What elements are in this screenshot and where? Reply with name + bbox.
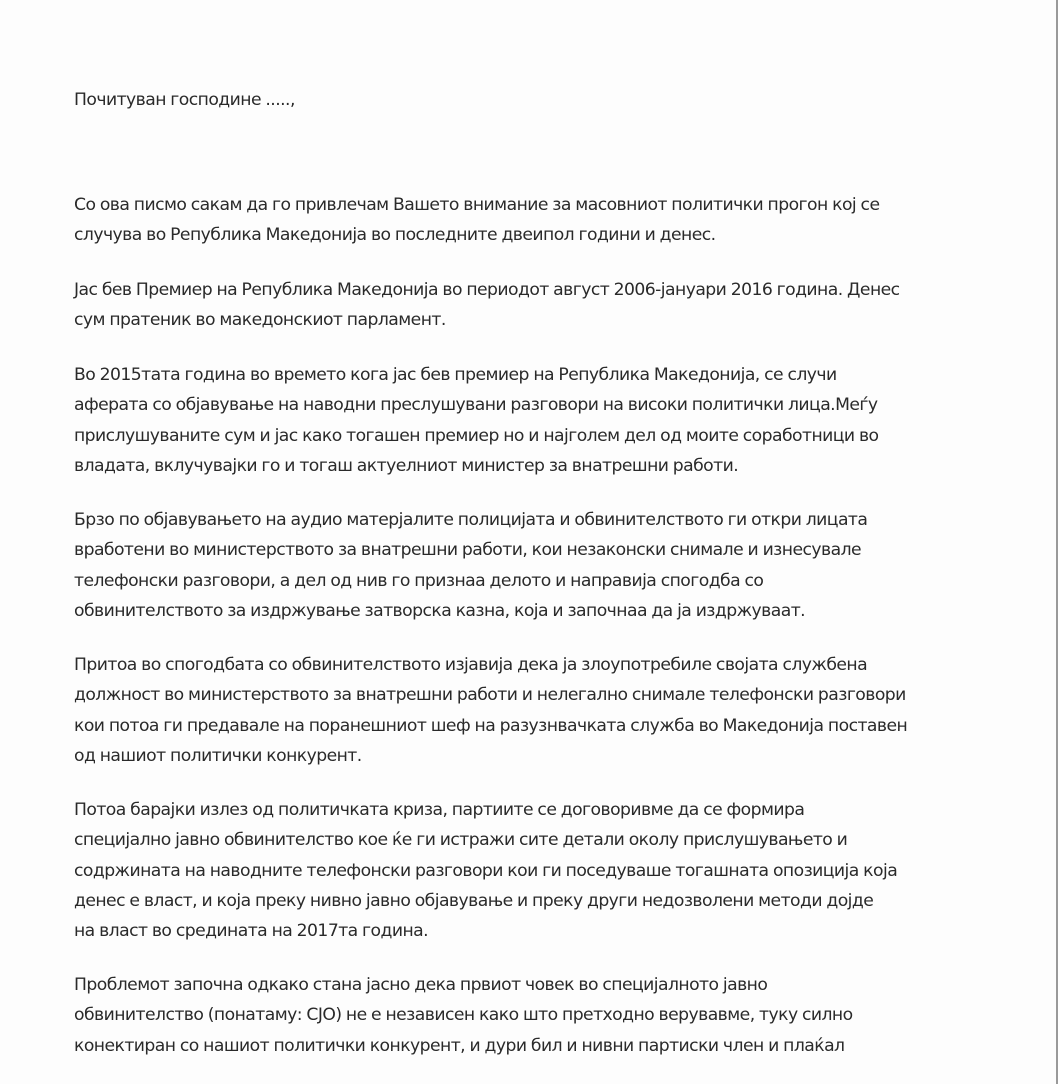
paragraph-line: должност во министерството за внатрешни работи и нелегално снимале телефонски разговори bbox=[74, 685, 906, 706]
paragraph-line: обвинителството за издржување затворска казна, која и започнаа да ја издржуваат. bbox=[74, 600, 806, 621]
paragraph-line: обвинителство (понатаму: СЈО) не е независен како што претходно верувавме, туку силно bbox=[74, 1005, 853, 1026]
paragraph-line: владата, вклучувајки го и тогаш актуелниот министер за внатрешни работи. bbox=[74, 455, 739, 476]
paragraph bbox=[74, 275, 900, 336]
paragraph-line: Потоа барајки излез од политичката криза, партиите се договоривме да се формира bbox=[74, 800, 805, 820]
paragraph-line: денес е власт, и која преку нивно јавно објавување и преку други недозволени методи дојде bbox=[74, 890, 874, 911]
paragraph-line: вработени во министерството за внатрешни работи, кои незаконски снимале и изнесувале bbox=[74, 540, 862, 561]
paragraph-line: Притоа во спогодбата со обвинителството изјавија дека ја злоупотребиле својата службена bbox=[74, 655, 868, 675]
paragraph-line: сум пратеник во македонскиот парламент. bbox=[74, 310, 446, 331]
paragraph bbox=[74, 505, 867, 626]
paragraph-line: Со ова писмо сакам да го привлечам Вашето внимание за масовниот политички прогон кој се bbox=[74, 195, 880, 215]
paragraph-line: прислушуваните сум и јас како тогашен премиер но и најголем дел од моите соработници во bbox=[74, 425, 879, 446]
paragraph-line: Јас бев Премиер на Република Македонија во периодот август 2006-јануари 2016 година. Денес bbox=[74, 280, 900, 300]
paragraph bbox=[74, 650, 907, 771]
paragraph-line: кои потоа ги предавале на поранешниот шеф на разузнвачката служба во Македонија поставен bbox=[74, 715, 908, 736]
paragraph-line: аферата со објавување на наводни преслушувани разговори на високи политички лица.Меѓу bbox=[74, 395, 878, 416]
paragraph-line: Брзо по објавувањето на аудио матерјалите полицијата и обвинителството ги откри лицата bbox=[74, 510, 868, 530]
paragraph-line: од нашиот политички конкурент. bbox=[74, 745, 362, 766]
paragraph bbox=[74, 970, 853, 1061]
paragraph-line: специјално јавно обвинителство кое ќе ги истражи сите детали околу прислушувањето и bbox=[74, 830, 848, 851]
letter-body bbox=[74, 85, 1014, 1056]
paragraph bbox=[74, 360, 879, 481]
paragraph-line: Во 2015тата година во времето кога јас бев премиер на Република Македонија, се случи bbox=[74, 365, 837, 385]
paragraph bbox=[74, 795, 897, 946]
salutation: Почитуван господине ....., bbox=[74, 90, 295, 110]
paragraph-line: на власт во средината на 2017та година. bbox=[74, 921, 429, 942]
paragraph-line: случува во Република Македонија во последните двеипол години и денес. bbox=[74, 225, 716, 246]
paragraph-line: Проблемот започна одкако стана јасно дека првиот човек во специјалното јавно bbox=[74, 975, 768, 995]
paragraph bbox=[74, 190, 879, 251]
paragraph-line: содржината на наводните телефонски разговори кои ги поседуваше тогашната опозиција која bbox=[74, 860, 898, 881]
paragraph-line: конектиран со нашиот политички конкурент, и дури бил и нивни партиски член и плаќал bbox=[74, 1035, 845, 1056]
paragraph-line: телефонски разговори, а дел од нив го признаа делото и направија спогодба со bbox=[74, 570, 764, 591]
